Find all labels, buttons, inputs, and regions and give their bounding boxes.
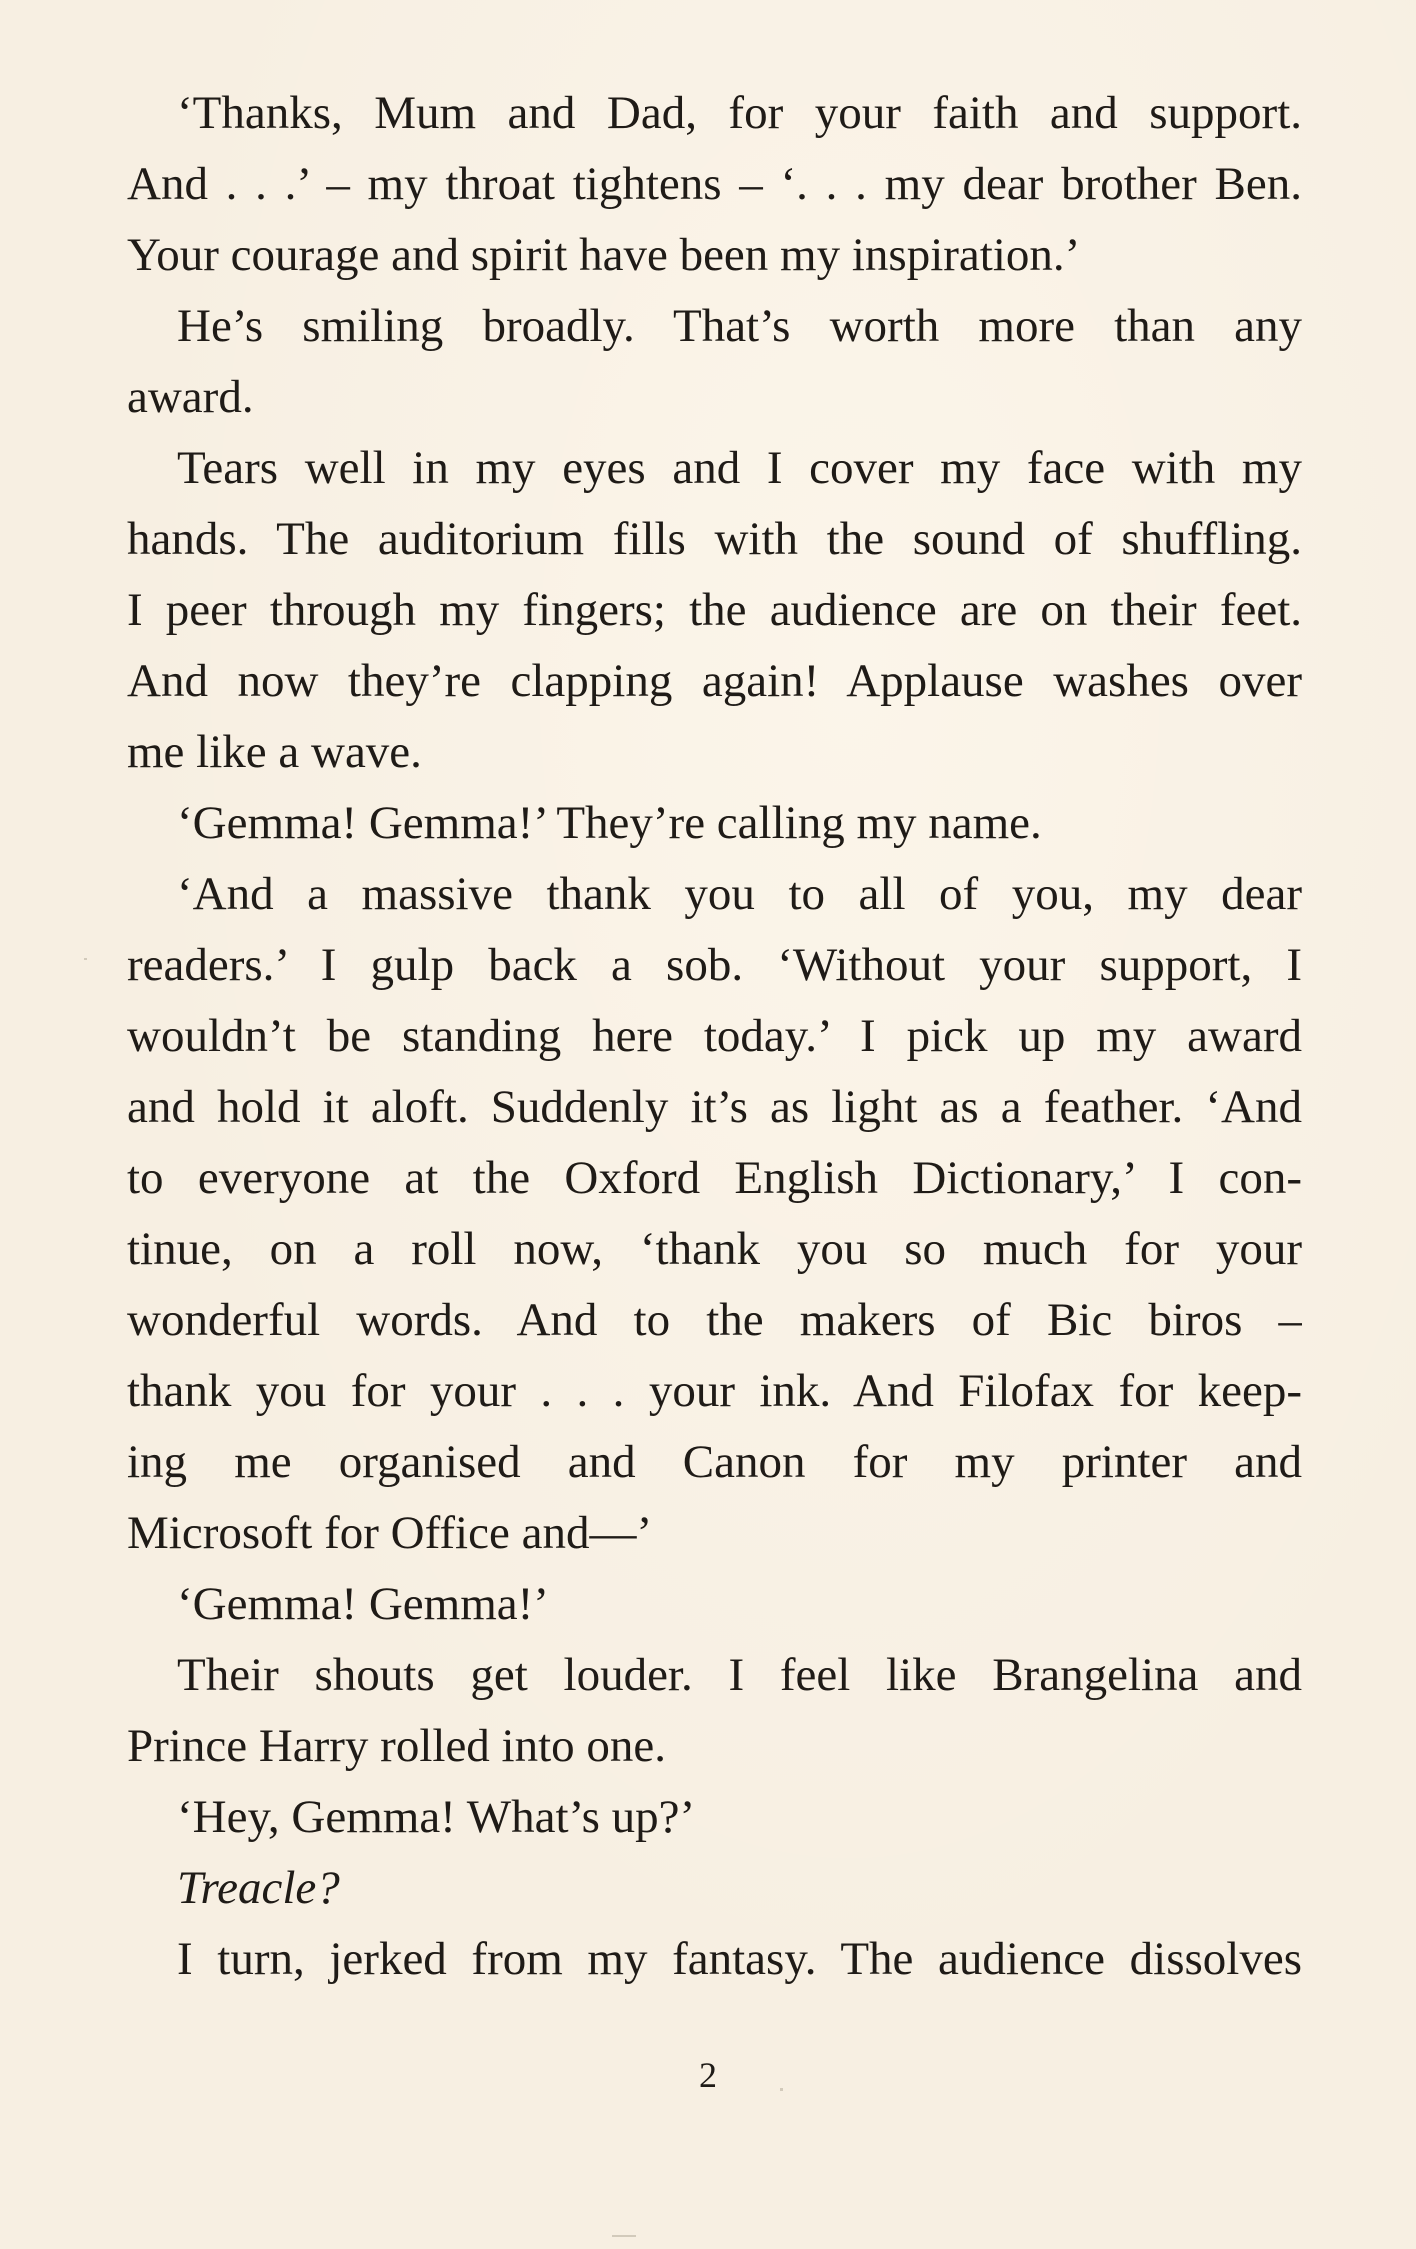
text-line: wouldn’t be standing here today.’ I pick up my award <box>127 1010 1302 1062</box>
text-line: Microsoft for Office and—’ <box>127 1507 653 1559</box>
text-line: Tears well in my eyes and I cover my face with my <box>177 442 1302 494</box>
body-text <box>127 78 1302 1995</box>
text-line: readers.’ I gulp back a sob. ‘Without your support, I <box>127 939 1302 991</box>
text-line: to everyone at the Oxford English Dictionary,’ I con- <box>127 1152 1302 1204</box>
text-line: hands. The auditorium fills with the sound of shuffling. <box>127 513 1302 565</box>
text-line: ‘And a massive thank you to all of you, my dear <box>177 868 1302 920</box>
text-line: Prince Harry rolled into one. <box>127 1720 667 1772</box>
text-line: ‘Thanks, Mum and Dad, for your faith and support. <box>177 87 1302 139</box>
paper-speck <box>780 2088 783 2091</box>
text-line: Your courage and spirit have been my inspiration.’ <box>127 229 1081 281</box>
text-line: I peer through my fingers; the audience are on their feet. <box>127 584 1302 636</box>
text-line: I turn, jerked from my fantasy. The audience dissolves <box>177 1933 1302 1985</box>
text-line: and hold it aloft. Suddenly it’s as light as a feather. ‘And <box>127 1081 1302 1133</box>
text-line: Their shouts get louder. I feel like Brangelina and <box>177 1649 1302 1701</box>
text-line: ‘Gemma! Gemma!’ <box>177 1578 549 1630</box>
text-line: He’s smiling broadly. That’s worth more than any <box>177 300 1302 352</box>
paper-speck <box>612 2235 636 2237</box>
text-line: award. <box>127 371 254 423</box>
text-line: tinue, on a roll now, ‘thank you so much for your <box>127 1223 1302 1275</box>
text-line: And . . .’ – my throat tightens – ‘. . . my dear brother Ben. <box>127 158 1302 210</box>
text-line: And now they’re clapping again! Applause washes over <box>127 655 1302 707</box>
page-number: 2 <box>699 2055 717 2095</box>
text-line: ‘Hey, Gemma! What’s up?’ <box>177 1791 696 1843</box>
paper-speck <box>84 958 87 960</box>
text-line: thank you for your . . . your ink. And Filofax for keep- <box>127 1365 1302 1417</box>
text-line: ‘Gemma! Gemma!’ They’re calling my name. <box>177 797 1042 849</box>
text-line: ing me organised and Canon for my printer and <box>127 1436 1302 1488</box>
text-line: wonderful words. And to the makers of Bic biros – <box>127 1294 1302 1346</box>
text-line: me like a wave. <box>127 726 422 778</box>
text-line: Treacle? <box>177 1862 340 1914</box>
